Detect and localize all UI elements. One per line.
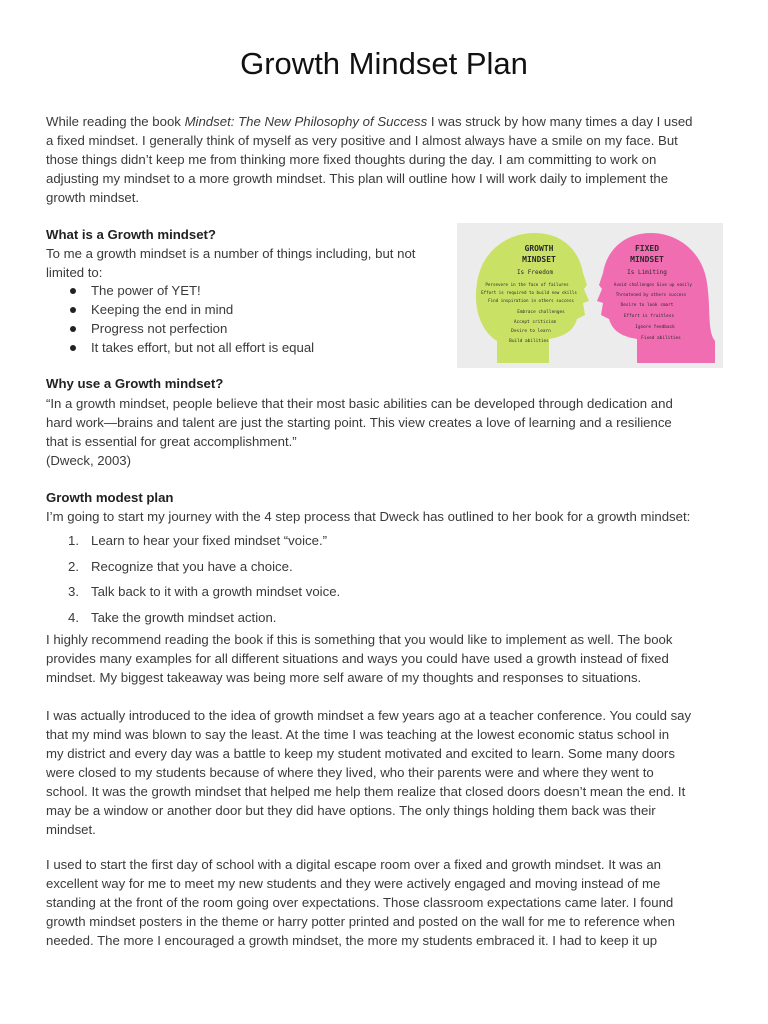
growth-item: Find inspiration in others success bbox=[488, 298, 574, 303]
fixed-item: Desire to look smart bbox=[620, 303, 674, 308]
growth-item: Persevere in the face of failures bbox=[485, 282, 569, 287]
list-item: Keeping the end in mind bbox=[46, 300, 314, 319]
fixed-item: Effort is fruitless bbox=[623, 314, 675, 319]
growth-item: Embrace challenges bbox=[517, 310, 565, 315]
intro-line: a fixed mindset. I generally think of myself as very positive and I almost always have a smile on my face. But bbox=[46, 133, 678, 148]
plan-heading: Growth modest plan bbox=[46, 490, 174, 505]
list-item: 3. Talk back to it with a growth mindset voice. bbox=[68, 584, 341, 599]
fixed-title-line1: FIXED bbox=[634, 244, 660, 253]
plan-steps-list bbox=[46, 531, 340, 633]
intro-line: adjusting my mindset to a more growth mindset. This plan will outline how I will work daily to implement the bbox=[46, 171, 669, 186]
quote-line: hard work—brains and talent are just the starting point. This view creates a love of learning and a resilience bbox=[46, 415, 672, 430]
what-line: To me a growth mindset is a number of things including, but not bbox=[46, 246, 416, 261]
bullet-icon bbox=[70, 288, 76, 294]
introduced-paragraph: I was actually introduced to the idea of growth mindset a few years ago at a teacher conference. You could say that my mind was blown to say the least. At the time I was teaching at the lowest economic status school in my district and every day was a battle to keep my student motivated and excited to learn. Some many doors were closed to my students because of where they lived, who their parents were and where they went to school. It was the growth mindset that helped me help them realize that closed doors doesn’t mean the end. It may be a window or another door but they did have options. The only things holding them back was their mindset. bbox=[46, 708, 692, 837]
quote-line: that is essential for great accomplishment.” bbox=[46, 434, 297, 449]
fixed-item: Fixed abilities bbox=[641, 336, 681, 341]
intro-prefix: While reading the book bbox=[46, 114, 185, 129]
growth-subtitle: Is Freedom bbox=[516, 269, 554, 276]
list-item: 1. Learn to hear your fixed mindset “voice.” bbox=[68, 533, 328, 548]
mindset-heads-svg bbox=[457, 223, 723, 368]
bullet-icon bbox=[70, 307, 76, 313]
recommend-paragraph: I highly recommend reading the book if this is something that you would like to implement as well. The book provides many examples for all different situations and ways you could have used a growth instead of fixed mindset. My biggest takeaway was being more self aware of my thoughts and responses to situations. bbox=[46, 632, 673, 685]
intro-line: growth mindset. bbox=[46, 190, 140, 205]
fixed-title-line2: MINDSET bbox=[630, 255, 664, 264]
growth-title-line2: MINDSET bbox=[522, 255, 556, 264]
mindset-illustration bbox=[457, 223, 723, 368]
what-bullet-list bbox=[46, 281, 314, 357]
intro-line: I was struck by how many times a day I used bbox=[427, 114, 693, 129]
fixed-item: Avoid challenges Give up easily bbox=[613, 282, 693, 287]
list-item: It takes effort, but not all effort is equal bbox=[46, 338, 314, 357]
growth-title-line1: GROWTH bbox=[524, 244, 554, 253]
list-item: 2. Recognize that you have a choice. bbox=[68, 558, 293, 574]
citation: (Dweck, 2003) bbox=[46, 453, 132, 468]
intro-paragraph bbox=[46, 112, 726, 207]
what-heading: What is a Growth mindset? bbox=[46, 227, 216, 242]
intro-line: those things didn’t keep me from thinking more fixed thoughts during the day. I am committing to work on bbox=[46, 152, 657, 167]
why-quote bbox=[46, 394, 726, 470]
what-paragraph bbox=[46, 244, 446, 282]
growth-item: Effort is required to build new skills bbox=[481, 290, 577, 295]
list-item: The power of YET! bbox=[46, 281, 314, 300]
plan-intro: I’m going to start my journey with the 4 step process that Dweck has outlined to her book for a growth mindset: bbox=[46, 509, 691, 524]
page-title: Growth Mindset Plan bbox=[240, 46, 528, 81]
fixed-item: Threatened by others success bbox=[615, 292, 687, 297]
what-line: limited to: bbox=[46, 265, 103, 280]
quote-line: “In a growth mindset, people believe that their most basic abilities can be developed through dedication and bbox=[46, 396, 673, 411]
bullet-icon bbox=[70, 326, 76, 332]
book-title: Mindset: The New Philosophy of Success bbox=[184, 114, 428, 129]
list-item: 4. Take the growth mindset action. bbox=[68, 609, 277, 625]
bullet-icon bbox=[70, 345, 76, 351]
escape-room-paragraph: I used to start the first day of school with a digital escape room over a fixed and growth mindset. It was an excellent way for me to meet my new students and they were actively engaged and moving instead of me standing at the front of the room going over expectations. Those classroom expectations came later. I found growth mindset posters in the theme or harry potter printed and posted on the wall for me to reference when needed. The more I encouraged a growth mindset, the more my students embraced it. I had to keep it up bbox=[46, 857, 675, 948]
growth-item: Desire to learn bbox=[511, 329, 551, 334]
growth-item: Accept criticism bbox=[513, 320, 557, 325]
list-item: Progress not perfection bbox=[46, 319, 314, 338]
growth-item: Build abilities bbox=[509, 339, 549, 344]
why-heading: Why use a Growth mindset? bbox=[46, 376, 224, 391]
fixed-subtitle: Is Limiting bbox=[627, 269, 667, 276]
fixed-item: Ignore feedback bbox=[635, 325, 675, 330]
